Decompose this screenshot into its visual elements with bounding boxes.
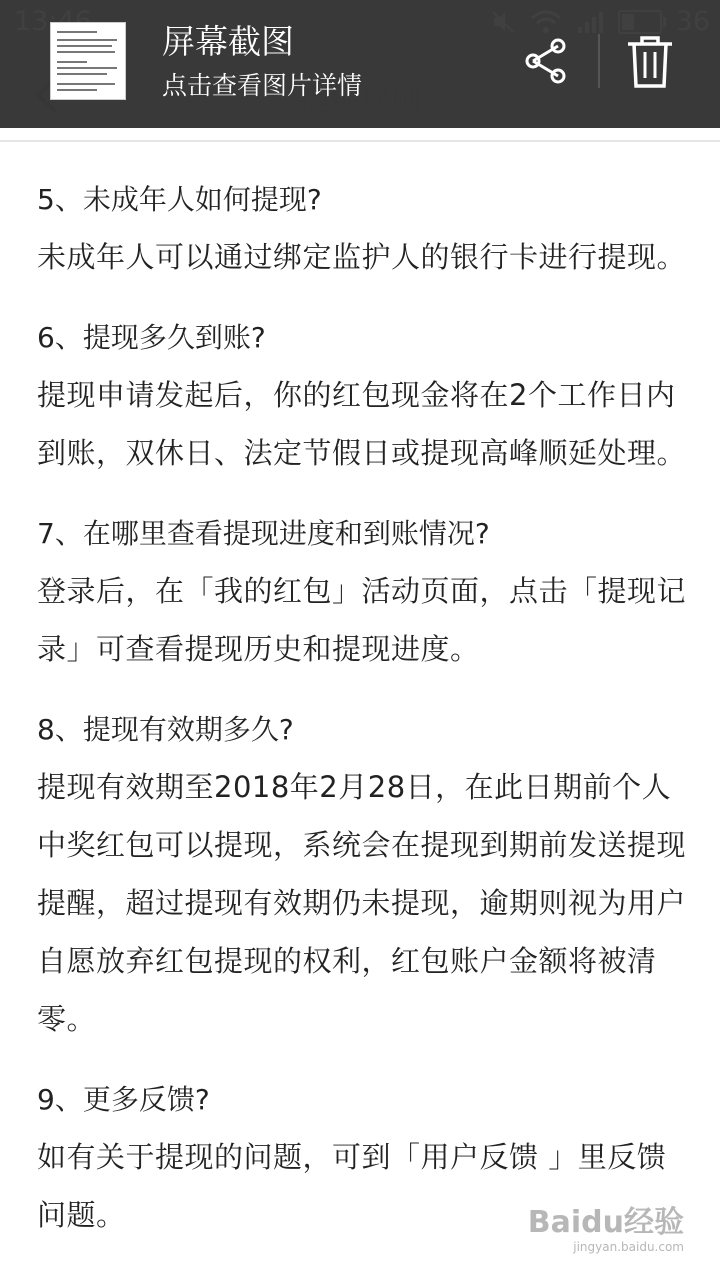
baidu-jingyan-watermark (528, 1206, 684, 1254)
watermark-brand: Baidu经验 (527, 1205, 684, 1240)
faq-answer: 登录后，在「我的红包」活动页面，点击「提现记录」可查看提现历史和提现进度。 (37, 574, 687, 666)
watermark-url: jingyan.baidu.com (573, 1240, 684, 1254)
faq-answer: 提现有效期至2018年2月28日，在此日期前个人中奖红包可以提现，系统会在提现到期前发送提现提醒，超过提现有效期仍未提现，逾期则视为用户自愿放弃红包提现的权利，红包账户金额将被清零。 (37, 770, 687, 1036)
notification-title: 屏幕截图 (162, 22, 294, 61)
screenshot-notification[interactable] (0, 0, 720, 128)
faq-item (37, 178, 687, 286)
faq-question: 6、提现多久到账? (37, 321, 266, 354)
faq-question: 7、在哪里查看提现进度和到账情况? (37, 517, 490, 550)
notification-divider (598, 34, 600, 88)
faq-answer: 如有关于提现的问题，可到「用户反馈 」里反馈问题。 (37, 1140, 667, 1232)
faq-answer: 未成年人可以通过绑定监护人的银行卡进行提现。 (37, 240, 687, 274)
faq-item (37, 316, 687, 482)
faq-answer: 提现申请发起后，你的红包现金将在2个工作日内到账，双休日、法定节假日或提现高峰顺延处理。 (37, 378, 687, 470)
trash-icon[interactable] (624, 34, 676, 90)
faq-question: 5、未成年人如何提现? (37, 183, 322, 216)
faq-question: 9、更多反馈? (37, 1083, 210, 1116)
header-divider (0, 140, 720, 142)
faq-question: 8、提现有效期多久? (37, 713, 294, 746)
faq-item (37, 512, 687, 678)
screenshot-thumbnail[interactable] (50, 22, 126, 100)
share-icon[interactable] (520, 36, 570, 86)
faq-item (37, 708, 687, 1048)
faq-list (37, 178, 687, 1274)
notification-subtitle: 点击查看图片详情 (162, 71, 363, 100)
